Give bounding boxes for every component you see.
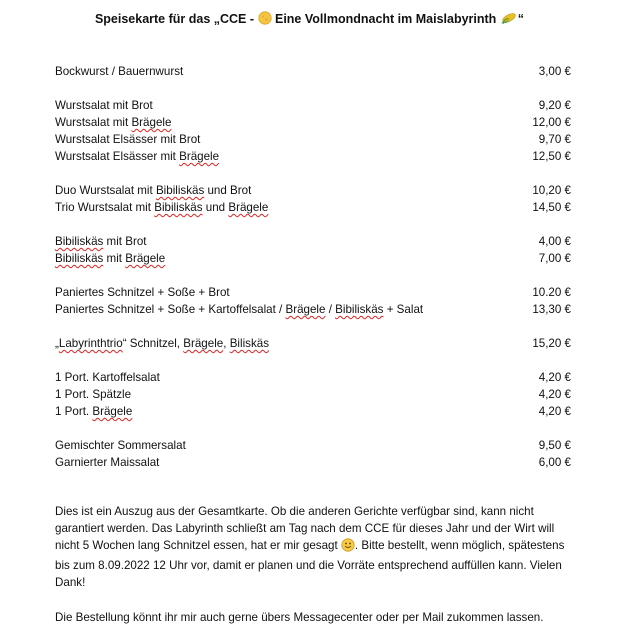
menu-item-name bbox=[55, 114, 171, 131]
notice-text-2: . Bitte bestellt, wenn möglich, spätestens bis zum 8.09.2022 12 Uhr vor, damit er planen und die Vorräte entsprechend auffüllen kann. Vielen Dank! bbox=[55, 539, 565, 589]
spellcheck-word: Labyrinthtrio bbox=[58, 337, 123, 350]
corn-icon bbox=[500, 11, 518, 28]
notice-paragraph bbox=[55, 503, 575, 591]
title-text-2: Eine Vollmondnacht im Maislabyrinth bbox=[271, 12, 500, 26]
notice-text-1: Dies ist ein Auszug aus der Gesamtkarte. Ob die anderen Gerichte verfügbar sind, kann nicht garantiert werden. Das Labyrinth schließt am Tag nach dem CCE für dieses Jahr und der Wirt will nicht 5 Wochen lang Schnitzel essen, hat er mir gesagt bbox=[55, 505, 555, 552]
item-name-part: 1 Port. Kartoffelsalat bbox=[55, 371, 160, 384]
item-name-part: Wurstsalat mit bbox=[55, 116, 132, 129]
item-name-part: und bbox=[202, 201, 229, 214]
menu-item bbox=[55, 369, 571, 386]
spellcheck-word: Brägele bbox=[125, 252, 166, 265]
menu-item bbox=[55, 250, 571, 267]
menu-item-price: 7,00 € bbox=[538, 252, 571, 265]
item-name-part: Wurstsalat Elsässer mit bbox=[55, 150, 180, 163]
menu-item-name bbox=[55, 63, 183, 80]
spellcheck-word: Brägele bbox=[183, 337, 224, 350]
menu-item-price: 6,00 € bbox=[538, 456, 571, 469]
menu-item bbox=[55, 63, 571, 80]
menu-item-price: 12,50 € bbox=[532, 150, 571, 163]
spellcheck-word: Brägele bbox=[228, 201, 269, 214]
spellcheck-word: Bibiliskäs bbox=[55, 252, 104, 265]
item-name-part: und Brot bbox=[204, 184, 252, 197]
spellcheck-word: Bibiliskäs bbox=[154, 201, 203, 214]
menu-item-price: 9,70 € bbox=[538, 133, 571, 146]
item-name-part: Paniertes Schnitzel + Soße + Brot bbox=[55, 286, 230, 299]
menu-list bbox=[55, 63, 571, 471]
item-name-part: Trio Wurstsalat mit bbox=[55, 201, 155, 214]
menu-item-name bbox=[55, 369, 160, 386]
spellcheck-word: Bibiliskäs bbox=[155, 184, 205, 197]
spellcheck-word: Bibiliskäs bbox=[335, 303, 384, 316]
menu-item bbox=[55, 148, 571, 165]
menu-item bbox=[55, 403, 571, 420]
item-name-part: mit Brot bbox=[103, 235, 147, 248]
spellcheck-word: Brägele bbox=[179, 150, 220, 163]
menu-item-price: 15,20 € bbox=[532, 337, 571, 350]
menu-item-price: 9,50 € bbox=[538, 439, 571, 452]
menu-item-price: 4,20 € bbox=[538, 388, 571, 401]
spellcheck-word: Biliskäs bbox=[229, 337, 269, 350]
page-title bbox=[0, 11, 619, 28]
item-name-part: , bbox=[223, 337, 230, 350]
menu-item-name bbox=[55, 233, 147, 250]
menu-item-name bbox=[55, 148, 219, 165]
menu-item bbox=[55, 114, 571, 131]
menu-item-name bbox=[55, 386, 131, 403]
menu-item-name bbox=[55, 454, 159, 471]
menu-item bbox=[55, 454, 571, 471]
menu-item bbox=[55, 131, 571, 148]
menu-item-price: 12,00 € bbox=[532, 116, 571, 129]
menu-item-price: 10,20 € bbox=[532, 184, 571, 197]
menu-item bbox=[55, 182, 571, 199]
menu-item-name bbox=[55, 199, 268, 216]
item-name-part: Wurstsalat mit Brot bbox=[55, 99, 153, 112]
item-name-part: Wurstsalat Elsässer mit Brot bbox=[55, 133, 201, 146]
group-spacer bbox=[55, 420, 571, 437]
item-name-part: Garnierter Maissalat bbox=[55, 456, 160, 469]
menu-item bbox=[55, 301, 571, 318]
menu-item bbox=[55, 199, 571, 216]
smiley-icon bbox=[341, 538, 355, 557]
item-name-part: Gemischter Sommersalat bbox=[55, 439, 186, 452]
menu-item-price: 13,30 € bbox=[532, 303, 571, 316]
full-moon-icon bbox=[258, 11, 272, 28]
menu-item bbox=[55, 284, 571, 301]
item-name-part: Bockwurst / Bauernwurst bbox=[55, 65, 184, 78]
item-name-part: Duo Wurstsalat mit bbox=[55, 184, 156, 197]
item-name-part: „ bbox=[55, 337, 59, 350]
menu-item bbox=[55, 437, 571, 454]
group-spacer bbox=[55, 318, 571, 335]
menu-item-name bbox=[55, 97, 153, 114]
menu-item-price: 10.20 € bbox=[532, 286, 571, 299]
group-spacer bbox=[55, 267, 571, 284]
spellcheck-word: Brägele bbox=[92, 405, 133, 418]
menu-item bbox=[55, 386, 571, 403]
group-spacer bbox=[55, 80, 571, 97]
menu-item bbox=[55, 97, 571, 114]
menu-item-price: 14,50 € bbox=[532, 201, 571, 214]
menu-item-price: 4,20 € bbox=[538, 371, 571, 384]
menu-item-name bbox=[55, 284, 230, 301]
item-name-part: / bbox=[325, 303, 336, 316]
menu-item-price: 4,00 € bbox=[538, 235, 571, 248]
spellcheck-word: Brägele bbox=[285, 303, 326, 316]
spellcheck-word: Brägele bbox=[131, 116, 172, 129]
item-name-part: Paniertes Schnitzel + Soße + Kartoffelsalat / bbox=[55, 303, 286, 316]
menu-item-name bbox=[55, 335, 269, 352]
menu-item-price: 4,20 € bbox=[538, 405, 571, 418]
item-name-part: mit bbox=[103, 252, 126, 265]
group-spacer bbox=[55, 165, 571, 182]
menu-item bbox=[55, 335, 571, 352]
spellcheck-word: Bibiliskäs bbox=[55, 235, 104, 248]
footer-paragraph: Die Bestellung könnt ihr mir auch gerne übers Messagecenter oder per Mail zukommen lassen. bbox=[55, 611, 544, 624]
menu-item-name bbox=[55, 131, 200, 148]
menu-item-name bbox=[55, 182, 251, 199]
menu-item-price: 9,20 € bbox=[538, 99, 571, 112]
item-name-part: 1 Port. bbox=[55, 405, 93, 418]
menu-item-name bbox=[55, 250, 165, 267]
menu-item-name bbox=[55, 403, 132, 420]
title-text-3: “ bbox=[517, 12, 525, 26]
menu-item-price: 3,00 € bbox=[538, 65, 571, 78]
menu-item-name bbox=[55, 301, 423, 318]
item-name-part: + Salat bbox=[383, 303, 424, 316]
menu-item bbox=[55, 233, 571, 250]
group-spacer bbox=[55, 352, 571, 369]
group-spacer bbox=[55, 216, 571, 233]
title-text-1: Speisekarte für das „CCE - bbox=[94, 12, 258, 26]
item-name-part: “ Schnitzel, bbox=[122, 337, 184, 350]
menu-item-name bbox=[55, 437, 186, 454]
item-name-part: 1 Port. Spätzle bbox=[55, 388, 132, 401]
